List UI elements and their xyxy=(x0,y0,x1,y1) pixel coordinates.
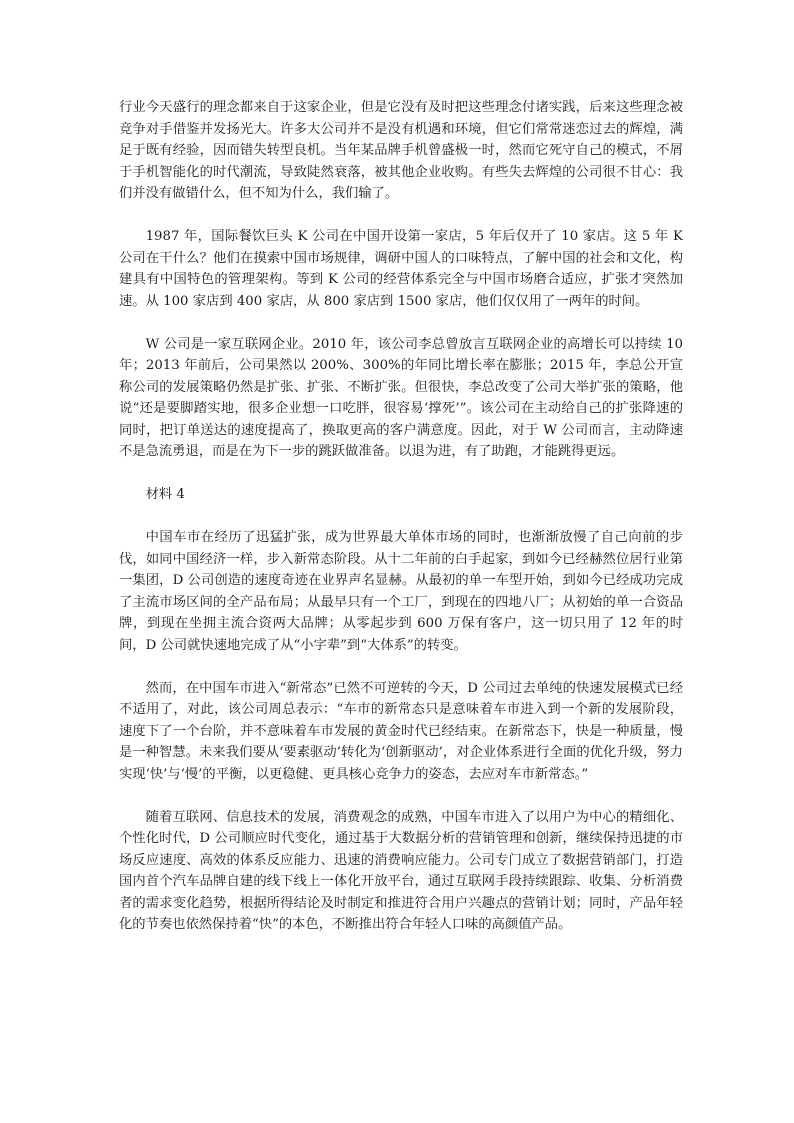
paragraph-w-company: W 公司是一家互联网企业。2010 年，该公司李总曾放言互联网企业的高增长可以持续 10 年；2013 年前后，公司果然以 200%、300%的年同比增长率在膨胀；2015 年，李总公开宣称公司的发展策略仍然是扩张、扩张、不断扩张。但很快，李总改变了公司大举扩张的策略，他说“还是要脚踏实地，很多企业想一口吃胖，很容易‘撑死’”。该公司在主动给自己的扩张降速的同时，把订单送达的速度提高了，换取更高的客户满意度。因此，对于 W 公司而言，主动降速不是急流勇退，而是在为下一步的跳跃做准备。以退为进，有了助跑，才能跳得更远。 xyxy=(119,336,683,459)
paragraph-intro-continuation: 行业今天盛行的理念都来自于这家企业，但是它没有及时把这些理念付诸实践，后来这些理念被竞争对手借鉴并发扬光大。许多大公司并不是没有机遇和环境，但它们常常迷恋过去的辉煌，满足于既有经验，因而错失转型良机。当年某品牌手机曾盛极一时，然而它死守自己的模式，不屑于手机智能化的时代潮流，导致陡然衰落，被其他企业收购。有些失去辉煌的公司很不甘心：我们并没有做错什么，但不知为什么，我们输了。 xyxy=(119,100,683,201)
section-heading-material-4: 材料 4 xyxy=(145,487,185,502)
paragraph-new-normal: 然而，在中国车市进入“新常态”已然不可逆转的今天，D 公司过去单纯的快速发展模式已经不适用了，对此，该公司周总表示：“车市的新常态只是意味着车市进入到一个新的发展阶段，速度下了一个台阶，并不意味着车市发展的黄金时代已经结束。在新常态下，快是一种质量，慢是一种智慧。未来我们要从‘要素驱动’转化为‘创新驱动’，对企业体系进行全面的优化升级，努力实现‘快’与‘慢’的平衡，以更稳健、更具核心竞争力的姿态，去应对车市新常态。” xyxy=(119,680,683,782)
paragraph-internet-era: 随着互联网、信息技术的发展，消费观念的成熟，中国车市进入了以用户为中心的精细化、个性化时代，D 公司顺应时代变化，通过基于大数据分析的营销管理和创新，继续保持迅捷的市场反应速度、高效的体系反应能力、迅速的消费响应能力。公司专门成立了数据营销部门，打造国内首个汽车品牌自建的线下线上一体化开放平台，通过互联网手段持续跟踪、收集、分析消费者的需求变化趋势，根据所得结论及时制定和推进符合用户兴趣点的营销计划；同时，产品年轻化的节奏也依然保持着“快”的本色，不断推出符合年轻人口味的高颜值产品。 xyxy=(119,809,683,932)
document-page xyxy=(119,97,683,957)
paragraph-car-market: 中国车市在经历了迅猛扩张，成为世界最大单体市场的同时，也渐渐放慢了自己向前的步伐，如同中国经济一样，步入新常态阶段。从十二年前的白手起家，到如今已经赫然位居行业第一集团，D 公司创造的速度奇迹在业界声名显赫。从最初的单一车型开始，到如今已经成功完成了主流市场区间的全产品布局；从最早只有一个工厂，到现在的四地八厂；从初始的单一合资品牌，到现在坐拥主流合资两大品牌；从零起步到 600 万保有客户，这一切只用了 12 年的时间，D 公司就快速地完成了从“小字辈”到“大体系”的转变。 xyxy=(119,530,683,653)
paragraph-k-company: 1987 年，国际餐饮巨头 K 公司在中国开设第一家店，5 年后仅开了 10 家店。这 5 年 K 公司在干什么？他们在摸索中国市场规律，调研中国人的口味特点，了解中国的社会和文化，构建具有中国特色的管理架构。等到 K 公司的经营体系完全与中国市场磨合适应，扩张才突然加速。从 100 家店到 400 家店，从 800 家店到 1500 家店，他们仅仅用了一两年的时间。 xyxy=(119,229,683,309)
